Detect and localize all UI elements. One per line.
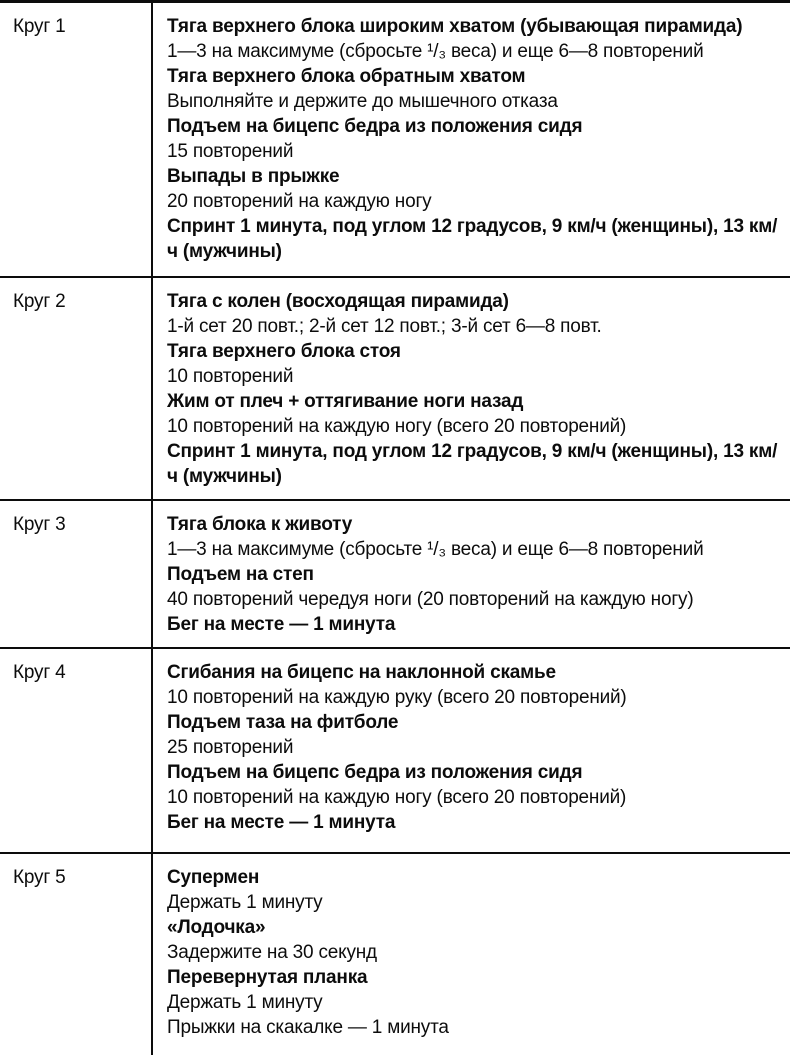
exercise-name: Подъем таза на фитболе <box>167 712 399 733</box>
circuit-label: Круг 1 <box>13 16 66 37</box>
exercise-detail: 10 повторений <box>167 366 294 387</box>
exercise-detail: 10 повторений на каждую ногу (всего 20 повторений) <box>167 787 627 808</box>
exercise-name: Спринт 1 минута, под углом 12 градусов, 9 км/ч (женщины), 13 км/ч (мужчины) <box>167 216 778 262</box>
circuit-exercises <box>151 3 790 276</box>
exercise-detail: 15 повторений <box>167 141 294 162</box>
exercise-name: Тяга с колен (восходящая пирамида) <box>167 291 509 312</box>
exercise-detail: 20 повторений на каждую ногу <box>167 191 432 212</box>
circuit-row <box>0 3 790 278</box>
circuit-exercises <box>151 649 790 852</box>
exercise-name: Бег на месте — 1 минута <box>167 614 396 635</box>
exercise-detail: 1-й сет 20 повт.; 2-й сет 12 повт.; 3-й сет 6—8 повт. <box>167 316 602 337</box>
exercise-name: Выпады в прыжке <box>167 166 340 187</box>
circuit-row <box>0 278 790 501</box>
exercise-detail: Держать 1 минуту <box>167 992 323 1013</box>
exercise-name: Тяга блока к животу <box>167 514 353 535</box>
exercise-detail: 1—3 на максимуме (сбросьте ¹/₃ веса) и еще 6—8 повторений <box>167 539 704 560</box>
circuit-exercises <box>151 854 790 1055</box>
exercise-name: Подъем на бицепс бедра из положения сидя <box>167 762 583 783</box>
circuit-label: Круг 3 <box>13 514 66 535</box>
circuit-row <box>0 501 790 649</box>
exercise-detail: 10 повторений на каждую руку (всего 20 повторений) <box>167 687 627 708</box>
exercise-name: Спринт 1 минута, под углом 12 градусов, 9 км/ч (женщины), 13 км/ч (мужчины) <box>167 441 778 487</box>
exercise-name: Подъем на бицепс бедра из положения сидя <box>167 116 583 137</box>
exercise-detail: 1—3 на максимуме (сбросьте ¹/₃ веса) и еще 6—8 повторений <box>167 41 704 62</box>
circuit-label: Круг 2 <box>13 291 66 312</box>
exercise-name: Супермен <box>167 867 260 888</box>
circuit-label: Круг 5 <box>13 867 66 888</box>
circuit-exercises <box>151 501 790 647</box>
exercise-name: Сгибания на бицепс на наклонной скамье <box>167 662 556 683</box>
exercise-detail: Прыжки на скакалке — 1 минута <box>167 1017 449 1038</box>
circuit-row <box>0 854 790 1055</box>
exercise-name: Жим от плеч + оттягивание ноги назад <box>167 391 524 412</box>
exercise-detail: 25 повторений <box>167 737 294 758</box>
exercise-detail: Задержите на 30 секунд <box>167 942 377 963</box>
exercise-name: Тяга верхнего блока обратным хватом <box>167 66 526 87</box>
exercise-name: «Лодочка» <box>167 917 266 938</box>
exercise-name: Бег на месте — 1 минута <box>167 812 396 833</box>
circuit-exercises <box>151 278 790 499</box>
exercise-name: Тяга верхнего блока стоя <box>167 341 401 362</box>
exercise-detail: 40 повторений чередуя ноги (20 повторений на каждую ногу) <box>167 589 694 610</box>
circuit-label: Круг 4 <box>13 662 66 683</box>
exercise-detail: Выполняйте и держите до мышечного отказа <box>167 91 558 112</box>
exercise-name: Тяга верхнего блока широким хватом (убывающая пирамида) <box>167 16 743 37</box>
exercise-name: Подъем на степ <box>167 564 314 585</box>
exercise-detail: 10 повторений на каждую ногу (всего 20 повторений) <box>167 416 627 437</box>
exercise-name: Перевернутая планка <box>167 967 368 988</box>
exercise-detail: Держать 1 минуту <box>167 892 323 913</box>
circuit-row <box>0 649 790 854</box>
